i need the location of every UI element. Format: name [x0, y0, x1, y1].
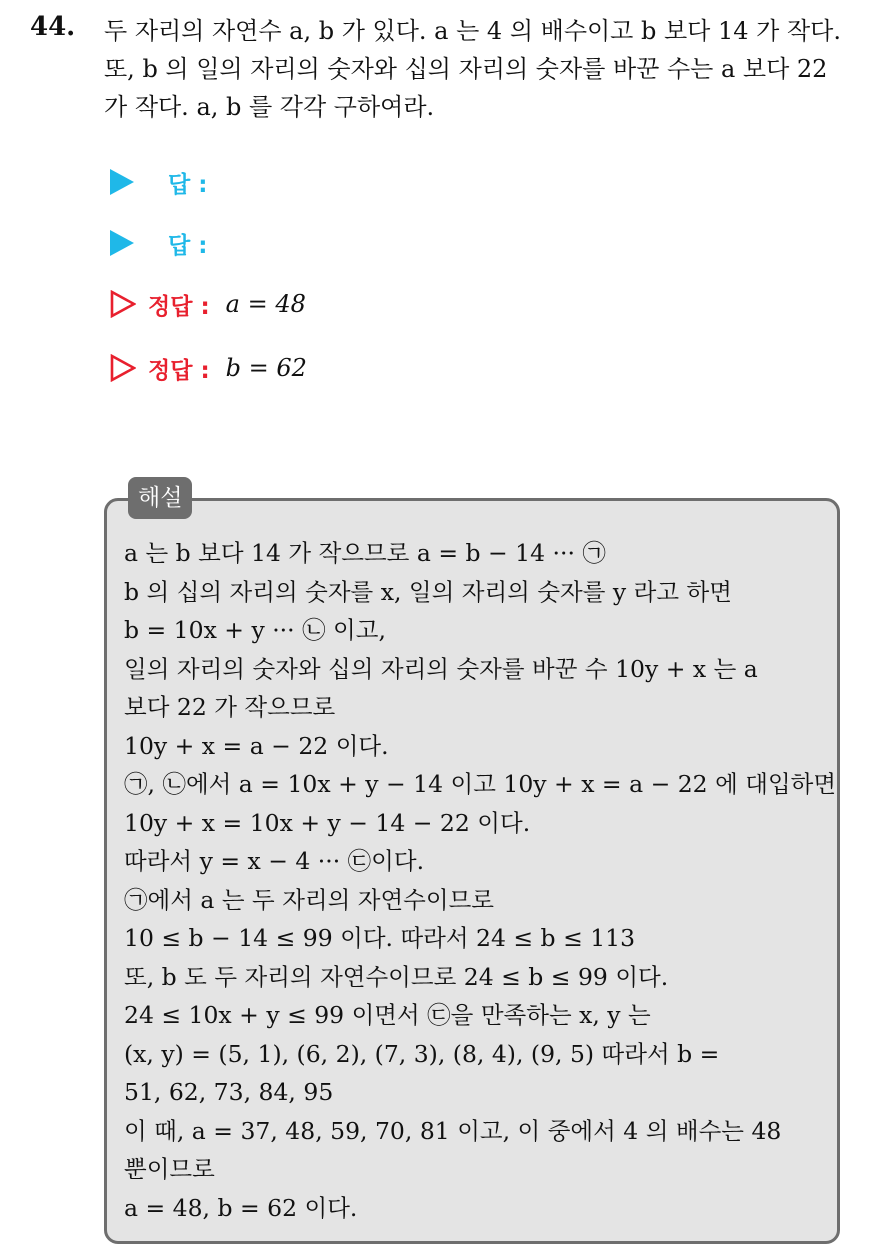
correct-answer-1: [110, 286, 306, 322]
answer-prompt-1[interactable]: [110, 164, 207, 200]
explanation-line: 따라서 y = x − 4 ··· ㉢이다.: [124, 847, 425, 875]
explanation-line: 이 때, a = 37, 48, 59, 70, 81 이고, 이 중에서 4 의 배수는 48: [124, 1116, 782, 1145]
answer-label: 답 :: [168, 232, 208, 259]
explanation-line: 10y + x = a − 22 이다.: [124, 731, 389, 760]
correct-value: a = 48: [225, 290, 306, 318]
correct-answer-2: [110, 350, 307, 386]
explanation-line: (x, y) = (5, 1), (6, 2), (7, 3), (8, 4), (9, 5) 따라서 b =: [124, 1039, 720, 1068]
question-text: [104, 12, 866, 126]
correct-label: 정답 :: [148, 293, 210, 320]
explanation-tag: 해설: [128, 477, 192, 519]
explanation-line: 10 ≤ b − 14 ≤ 99 이다. 따라서 24 ≤ b ≤ 113: [124, 924, 636, 952]
outline-triangle-icon: [110, 354, 136, 382]
outline-triangle-icon: [110, 290, 136, 318]
explanation-line: 보다 22 가 작으므로: [124, 693, 336, 721]
answer-label: 답 :: [168, 171, 208, 198]
play-triangle-icon: [110, 230, 134, 256]
question-line: 두 자리의 자연수 a, b 가 있다. a 는 4 의 배수이고 b 보다 14 가 작다.: [104, 17, 841, 45]
explanation-line: 또, b 도 두 자리의 자연수이므로 24 ≤ b ≤ 99 이다.: [124, 962, 669, 991]
explanation-line: a = 48, b = 62 이다.: [124, 1193, 358, 1222]
explanation-line: 10y + x = 10x + y − 14 − 22 이다.: [124, 808, 531, 837]
question-line: 가 작다. a, b 를 각각 구하여라.: [104, 93, 435, 121]
play-triangle-icon: [110, 169, 134, 195]
explanation-text: [124, 534, 837, 1227]
explanation-line: 뿐이므로: [124, 1155, 215, 1183]
explanation-line: a 는 b 보다 14 가 작으므로 a = b − 14 ··· ㉠: [124, 539, 606, 567]
question-line: 또, b 의 일의 자리의 숫자와 십의 자리의 숫자를 바꾼 수는 a 보다 22: [104, 55, 828, 83]
explanation-line: 24 ≤ 10x + y ≤ 99 이면서 ㉢을 만족하는 x, y 는: [124, 1001, 651, 1029]
correct-value: b = 62: [225, 354, 307, 382]
explanation-line: 51, 62, 73, 84, 95: [124, 1078, 334, 1106]
question-number: 44.: [30, 12, 76, 42]
explanation-line: b = 10x + y ··· ㉡ 이고,: [124, 616, 386, 644]
answer-prompt-2[interactable]: [110, 225, 207, 261]
explanation-line: b 의 십의 자리의 숫자를 x, 일의 자리의 숫자를 y 라고 하면: [124, 577, 732, 606]
correct-label: 정답 :: [148, 357, 210, 384]
explanation-line: ㉠에서 a 는 두 자리의 자연수이므로: [124, 885, 494, 914]
explanation-line: 일의 자리의 숫자와 십의 자리의 숫자를 바꾼 수 10y + x 는 a: [124, 654, 758, 683]
explanation-line: ㉠, ㉡에서 a = 10x + y − 14 이고 10y + x = a − 22 에 대입하면: [124, 770, 837, 798]
